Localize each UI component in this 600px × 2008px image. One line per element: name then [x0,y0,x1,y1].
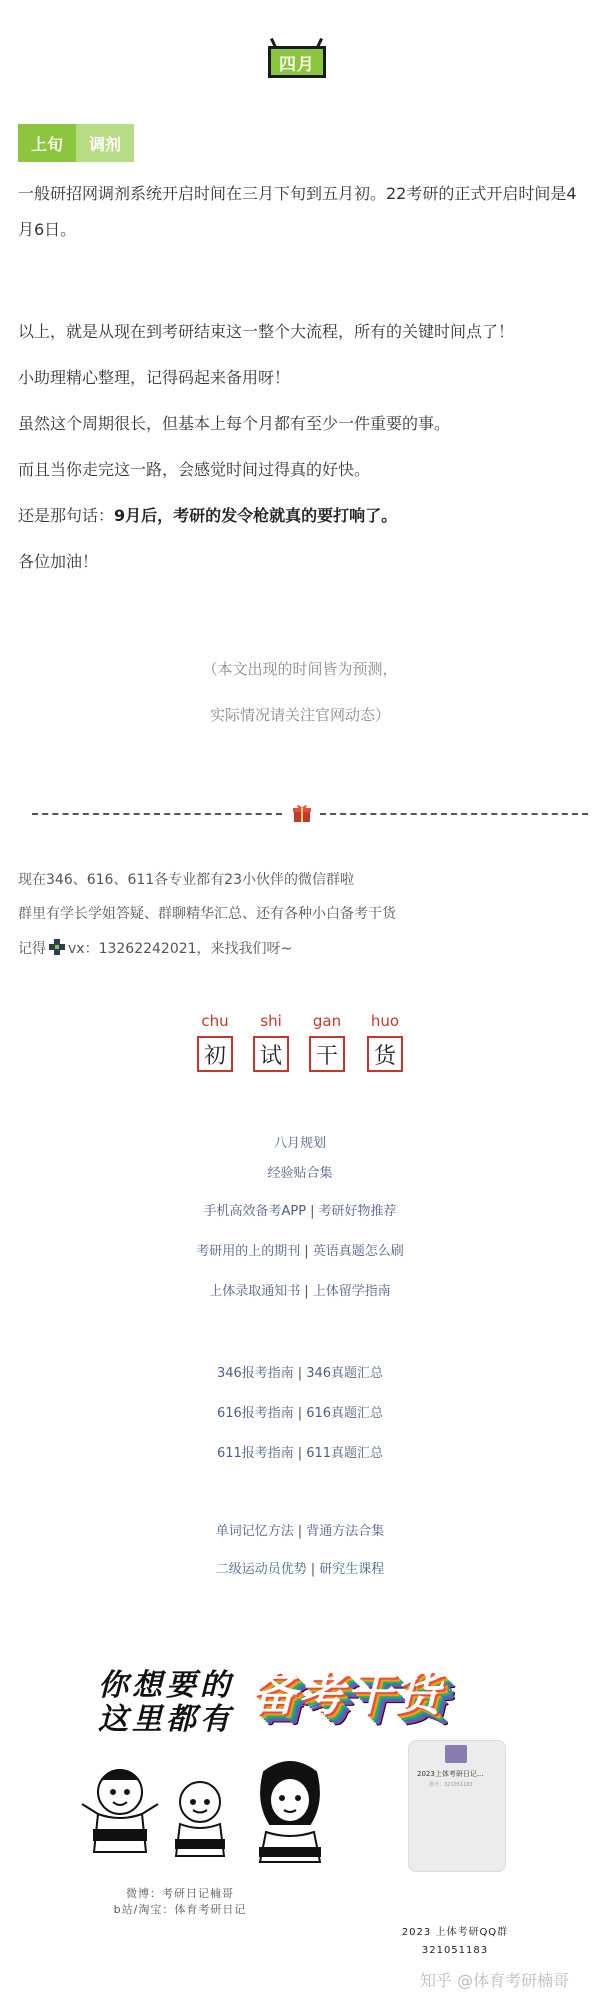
period-tag-time: 上旬 [18,124,76,162]
pinyin-shi: shi [260,1012,282,1030]
pinyin-chu: chu [201,1012,229,1030]
link-616-guide[interactable]: 616报考指南 [216,1406,294,1421]
link-row-8 [0,1442,600,1461]
gift-icon [291,802,313,824]
qq-group-card[interactable] [408,1740,506,1872]
link-row-3 [0,1200,600,1219]
link-row-5 [0,1280,600,1299]
link-row-6 [0,1362,600,1381]
char-gan: 干 [309,1036,345,1072]
link-separator: | [297,1366,303,1381]
link-row-10 [0,1558,600,1577]
link-separator: | [297,1524,303,1539]
month-label: 四月 [268,46,326,78]
divider-left [32,813,282,815]
link-separator: | [304,1284,309,1299]
period-tag [18,124,134,162]
link-row-9 [0,1520,600,1539]
paragraph-save: 小助理精心整理，记得码起来备用呀！ [18,368,291,387]
group-avatar [445,1745,467,1763]
link-graduate-courses[interactable]: 研究生课程 [319,1562,385,1577]
char-shi: 试 [253,1036,289,1072]
link-346-guide[interactable]: 346报考指南 [216,1366,294,1381]
char-huo: 货 [367,1036,403,1072]
banner-title: 备考干货 [250,1667,442,1721]
link-english-past-papers[interactable]: 英语真题怎么刷 [312,1244,404,1259]
link-row-7 [0,1402,600,1421]
link-616-papers[interactable]: 616真题汇总 [306,1406,384,1421]
paragraph-cycle: 虽然这个周期很长，但基本上每个月都有至少一件重要的事。 [18,414,451,433]
link-separator: | [310,1204,315,1219]
link-admission-letter[interactable]: 上体录取通知书 [209,1284,301,1299]
paragraph-summary: 以上，就是从现在到考研结束这一整个大流程，所有的关键时间点了！ [18,322,515,341]
link-row-4 [0,1240,600,1259]
link-separator: | [310,1562,316,1577]
banner-line-1: 你想要的 [98,1668,234,1703]
link-vocab-methods[interactable]: 单词记忆方法 [215,1524,294,1539]
qq-group-label: 2023 上体考研QQ群 [401,1927,509,1938]
link-experience-collection[interactable]: 经验贴合集 [267,1166,333,1181]
divider-right [320,813,588,815]
qq-group-info [390,1924,520,1960]
weibo-account: 微博：考研日记楠哥 [126,1887,234,1900]
paragraph-september-prefix: 还是那句话： [18,506,115,525]
link-study-apps[interactable]: 手机高效备考APP [203,1204,307,1219]
link-study-abroad[interactable]: 上体留学指南 [312,1284,391,1299]
link-august-plan[interactable]: 八月规划 [273,1136,326,1151]
disclaimer-line-1: （本文出现的时间皆为预测， [202,660,398,678]
social-accounts [90,1886,270,1918]
link-athlete-advantage[interactable]: 二级运动员优势 [215,1562,307,1577]
contact-prefix: 记得 [18,941,46,957]
cartoon-kids-illustration [80,1752,350,1872]
link-611-papers[interactable]: 611真题汇总 [306,1446,384,1461]
pinyin-gan: gan [312,1012,342,1030]
paragraph-cheer: 各位加油！ [18,552,99,571]
link-separator: | [297,1406,303,1421]
qq-group-number: 321051183 [421,1945,489,1956]
link-346-papers[interactable]: 346真题汇总 [306,1366,384,1381]
pinyin-huo: huo [370,1012,400,1030]
contact-line-1: 现在346、616、611各专业都有23小伙伴的微信群啦 [18,872,354,888]
link-row-1 [0,1132,600,1151]
link-row-2 [0,1162,600,1181]
zhihu-watermark: 知乎 @体育考研楠哥 [420,1971,570,1990]
link-journals[interactable]: 考研用的上的期刊 [196,1244,301,1259]
link-separator: | [297,1446,303,1461]
period-tag-topic: 调剂 [76,124,134,162]
contact-line-3 [18,938,584,959]
paragraph-september-bold: 9月后，考研的发令枪就真的要打响了。 [114,506,398,525]
plus-icon [48,938,66,956]
wechat-id[interactable]: vx：13262242021，来找我们呀~ [68,941,293,957]
qq-card-subtitle: 群号：321051183 [429,1782,473,1788]
month-badge [264,40,332,80]
paragraph-time: 而且当你走完这一路，会感觉时间过得真的好快。 [18,460,371,479]
banner-line-2: 这里都有 [98,1702,234,1737]
link-recitation-methods[interactable]: 背通方法合集 [306,1524,385,1539]
link-separator: | [304,1244,309,1259]
disclaimer-line-2: 实际情况请关注官网动态） [209,706,390,724]
paragraph-september [18,498,584,534]
paragraph-adjustment: 一般研招网调剂系统开启时间在三月下旬到五月初。22考研的正式开启时间是4月6日。 [18,184,577,239]
bilibili-account: b站/淘宝：体育考研日记 [113,1903,247,1916]
link-611-guide[interactable]: 611报考指南 [216,1446,294,1461]
link-good-items[interactable]: 考研好物推荐 [318,1204,397,1219]
char-chu: 初 [197,1036,233,1072]
contact-line-2: 群里有学长学姐答疑、群聊精华汇总、还有各种小白备考干货 [18,906,396,922]
qq-card-title: 2023上体考研日记... [417,1770,484,1778]
